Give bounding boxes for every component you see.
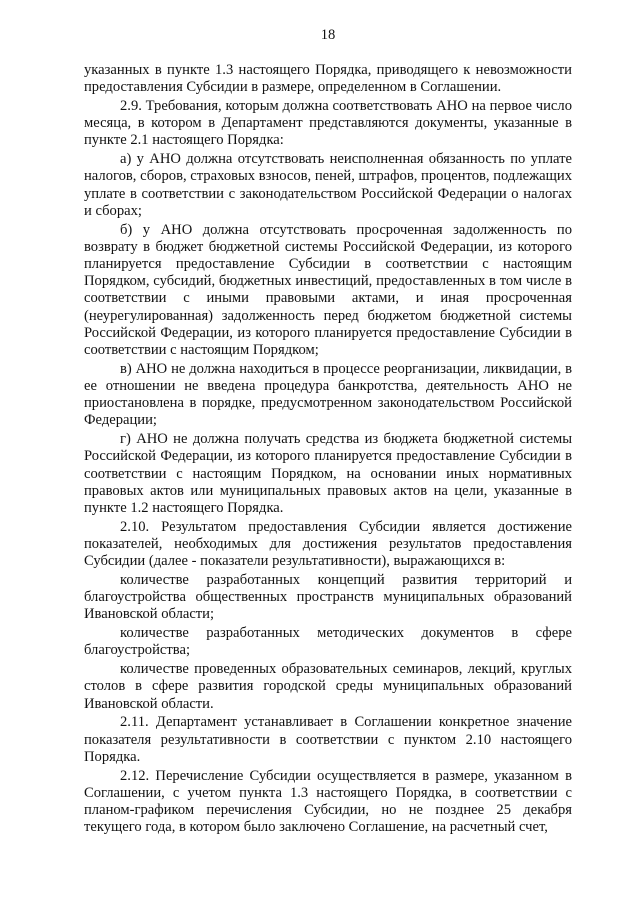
paragraph: б) у АНО должна отсутствовать просроченная задолженность по возврату в бюджет бюджетной системы Российской Федерации, из которого планируется предоставление Субсидии в соответствии с настоящим Порядком, субсидий, бюджетных инвестиций, предоставленных в том числе в соответствии с иными правовыми актами, и иная просроченная (неурегулированная) задолженность перед бюджетом бюджетной системы Российской Федерации, из которого планируется предоставление Субсидии в соответствии с настоящим Порядком; (84, 221, 572, 359)
paragraph: количестве разработанных методических документов в сфере благоустройства; (84, 625, 572, 659)
document-body (84, 62, 572, 836)
paragraph: количестве проведенных образовательных семинаров, лекций, круглых столов в сфере развития городской среды муниципальных образований Ивановской области. (84, 661, 572, 712)
paragraph: указанных в пункте 1.3 настоящего Порядка, приводящего к невозможности предоставления Субсидии в размере, определенном в Соглашении. (84, 62, 572, 96)
paragraph: 2.11. Департамент устанавливает в Соглашении конкретное значение показателя результативности в соответствии с пунктом 2.10 настоящего Порядка. (84, 714, 572, 765)
paragraph: 2.9. Требования, которым должна соответствовать АНО на первое число месяца, в котором в Департамент представляются документы, указанные в пункте 2.1 настоящего Порядка: (84, 98, 572, 149)
paragraph: 2.10. Результатом предоставления Субсидии является достижение показателей, необходимых для достижения результатов предоставления Субсидии (далее - показатели результативности), выражающихся в: (84, 518, 572, 570)
paragraph: количестве разработанных концепций развития территорий и благоустройства общественных пространств муниципальных образований Ивановской области; (84, 572, 572, 623)
paragraph: в) АНО не должна находиться в процессе реорганизации, ликвидации, в ее отношении не введена процедура банкротства, деятельность АНО не приостановлена в порядке, предусмотренном законодательством Российской Федерации; (84, 360, 572, 429)
paragraph: г) АНО не должна получать средства из бюджета бюджетной системы Российской Федерации, из которого планируется предоставление Субсидии в соответствии с настоящим Порядком, на основании иных нормативных правовых актов или муниципальных правовых актов на цели, указанные в пункте 1.2 настоящего Порядка. (84, 431, 572, 517)
page-number: 18 (320, 27, 336, 43)
paragraph: 2.12. Перечисление Субсидии осуществляется в размере, указанном в Соглашении, с учетом пункта 1.3 настоящего Порядка, в соответствии с планом-графиком перечисления Субсидии, но не позднее 25 декабря текущего года, в котором было заключено Соглашение, на расчетный счет, (84, 767, 572, 836)
paragraph: а) у АНО должна отсутствовать неисполненная обязанность по уплате налогов, сборов, страховых взносов, пеней, штрафов, процентов, подлежащих уплате в соответствии с законодательством Российской Федерации о налогах и сборах; (84, 151, 572, 219)
